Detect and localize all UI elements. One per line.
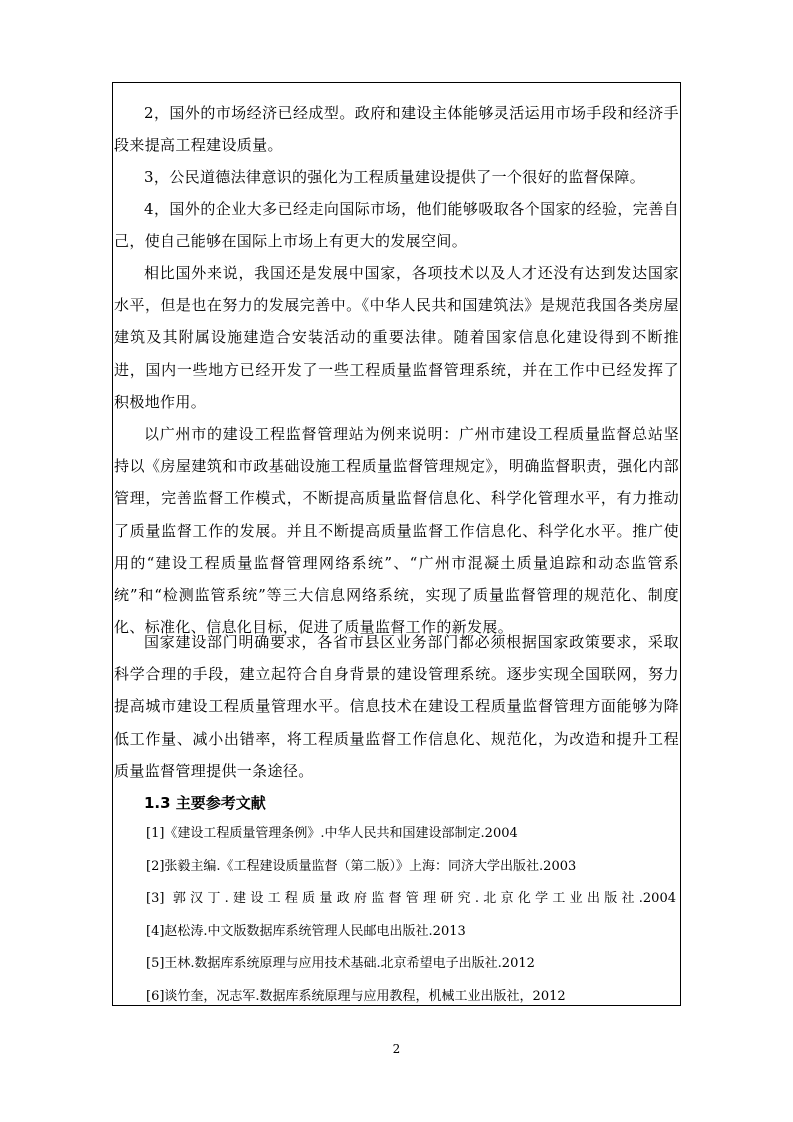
reference-list xyxy=(146,818,676,1013)
reference-item: [2]张毅主编.《工程建设质量监督（第二版）》上海：同济大学出版社.2003 xyxy=(146,858,577,874)
reference-item: [5]王林.数据库系统原理与应用技术基础.北京希望电子出版社.2012 xyxy=(146,956,535,971)
paragraph-guangzhou-example: 以广州市的建设工程监督管理站为例来说明：广州市建设工程质量监督总站坚持以《房屋建筑和市政基础设施工程质量监督管理规定》，明确监督职责，强化内部管理，完善监督工作模式，不断提高质量监督信息化、科学化管理水平，有力推动了质量监督工作的发展。并且不断提高质量监督工作信息化、科学化水平。推广使用的“建设工程质量监督管理网络系统”、“广州市混凝土质量追踪和动态监管系统”和“检测监管系统”等三大信息网络系统，实现了质量监督管理的规范化、制度化、标准化、信息化目标，促进了质量监督工作的新发展。 xyxy=(114,425,679,637)
paragraph-national-requirements: 国家建设部门明确要求，各省市县区业务部门都必须根据国家政策要求，采取科学合理的手段，建立起符合自身背景的建设管理系统。逐步实现全国联网，努力提高城市建设工程质量管理水平。信息技术在建设工程质量监督管理方面能够为降低工作量、减小出错率，将工程质量监督工作信息化、规范化，为改造和提升工程质量监督管理提供一条途径。 xyxy=(114,633,679,780)
paragraph-foreign-market: 2，国外的市场经济已经成型。政府和建设主体能够灵活运用市场手段和经济手段来提高工程建设质量。 xyxy=(114,104,679,155)
reference-item: [3] 郭汉丁.建设工程质量政府监督管理研究.北京化学工业出版社.2004 xyxy=(146,891,676,906)
page-number: 2 xyxy=(392,1042,401,1056)
paragraph-domestic-status: 相比国外来说，我国还是发展中国家，各项技术以及人才还没有达到发达国家水平，但是也在努力的发展完善中。《中华人民共和国建筑法》是规范我国各类房屋建筑及其附属设施建造合安装活动的重要法律。随着国家信息化建设得到不断推进，国内一些地方已经开发了一些工程质量监督管理系统，并在工作中已经发挥了积极地作用。 xyxy=(114,264,679,411)
reference-item: [6]谈竹奎，况志军.数据库系统原理与应用教程，机械工业出版社，2012 xyxy=(146,988,566,1004)
section-heading-references: 1.3 主要参考文献 xyxy=(144,794,266,812)
reference-item: [1]《建设工程质量管理条例》.中华人民共和国建设部制定.2004 xyxy=(146,826,518,841)
paragraph-legal-awareness: 3，公民道德法律意识的强化为工程质量建设提供了一个很好的监督保障。 xyxy=(144,168,646,186)
paragraph-international-enterprises: 4，国外的企业大多已经走向国际市场，他们能够吸取各个国家的经验，完善自己，使自己能够在国际上市场上有更大的发展空间。 xyxy=(114,200,679,251)
reference-item: [4]赵松涛.中文版数据库系统管理人民邮电出版社.2013 xyxy=(146,923,466,939)
